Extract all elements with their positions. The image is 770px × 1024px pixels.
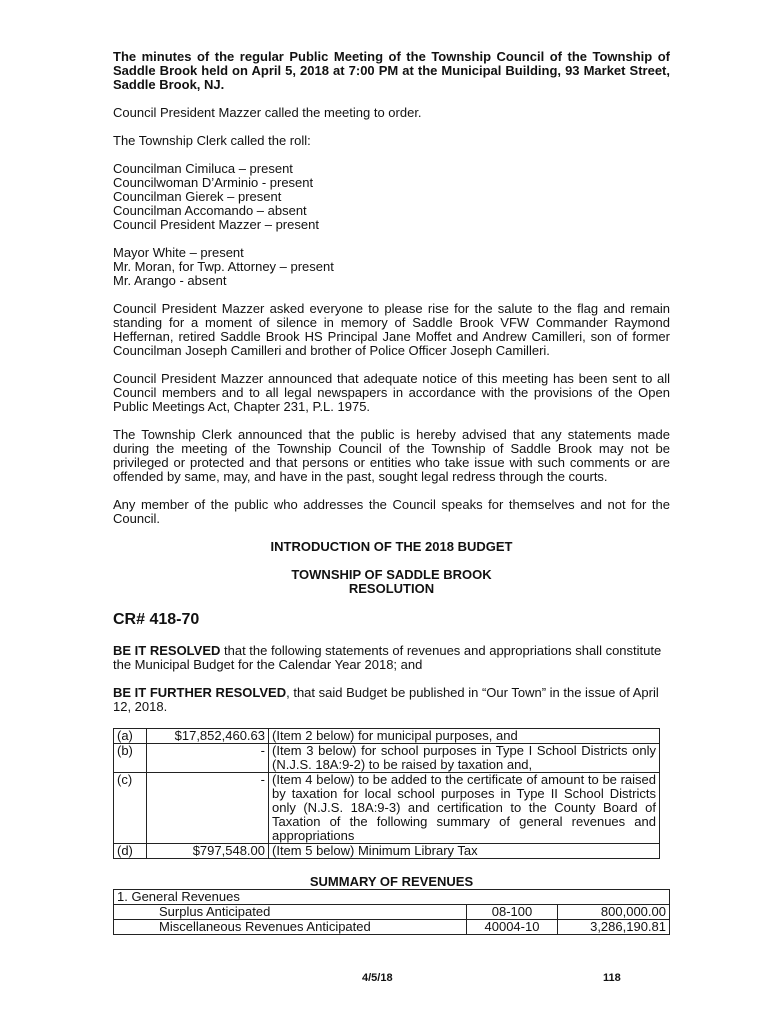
footer-date: 4/5/18 xyxy=(362,972,393,984)
township-title: TOWNSHIP OF SADDLE BROOK xyxy=(291,567,492,582)
table-row xyxy=(114,920,670,935)
revenues-table xyxy=(113,889,670,935)
roll-entry: Mr. Moran, for Twp. Attorney – present xyxy=(113,259,334,274)
item-amount: $17,852,460.63 xyxy=(147,729,269,744)
section-title: INTRODUCTION OF THE 2018 BUDGET xyxy=(270,539,513,554)
cr-number: CR# 418-70 xyxy=(113,611,200,628)
roll-entry: Mayor White – present xyxy=(113,245,244,260)
resolved-text: , that said Budget be published in “Our Town” in the issue of April 12, 2018. xyxy=(113,685,659,714)
revenue-label: Miscellaneous Revenues Anticipated xyxy=(114,920,467,935)
public-statement: Any member of the public who addresses the Council speaks for themselves and not for the Council. xyxy=(113,497,670,526)
table-row xyxy=(114,905,670,920)
item-label: (a) xyxy=(114,729,147,744)
roll-council-list xyxy=(113,162,670,232)
call-to-order: Council President Mazzer called the meeting to order. xyxy=(113,105,422,120)
revenue-label: Surplus Anticipated xyxy=(114,905,467,920)
table-row xyxy=(114,773,660,844)
table-row xyxy=(114,744,660,773)
revenue-code: 08-100 xyxy=(467,905,558,920)
roll-other-list xyxy=(113,246,670,288)
item-amount: $797,548.00 xyxy=(147,844,269,859)
item-label: (c) xyxy=(114,773,147,844)
table-row xyxy=(114,729,660,744)
item-amount: - xyxy=(147,773,269,844)
item-text: (Item 2 below) for municipal purposes, and xyxy=(269,729,660,744)
resolved-paragraph-1 xyxy=(113,644,670,672)
revenue-code: 40004-10 xyxy=(467,920,558,935)
item-label: (d) xyxy=(114,844,147,859)
minutes-page xyxy=(113,50,670,935)
minutes-heading: The minutes of the regular Public Meeting of the Township Council of the Township of Saddle Brook held on April 5, 2018 at 7:00 PM at the Municipal Building, 93 Market Street, Saddle Brook, NJ. xyxy=(113,49,670,92)
budget-items-table xyxy=(113,728,660,859)
roll-entry: Councilwoman D’Arminio - present xyxy=(113,175,314,190)
roll-entry: Councilman Gierek – present xyxy=(113,189,282,204)
revenue-amount: 800,000.00 xyxy=(558,905,670,920)
roll-entry: Councilman Cimiluca – present xyxy=(113,161,293,176)
revenue-amount: 3,286,190.81 xyxy=(558,920,670,935)
resolution-title: RESOLUTION xyxy=(348,581,435,596)
table-row xyxy=(114,890,670,905)
table-row xyxy=(114,844,660,859)
resolved-lead: BE IT RESOLVED xyxy=(113,643,221,658)
clerk-statement: The Township Clerk announced that the public is hereby advised that any statements made during the meeting of the Township Council of the Township of Saddle Brook may not be privileged or protected and that persons or entities who take issue with such comments or are offended by same, may, and have in the past, sought legal redress through the courts. xyxy=(113,427,670,484)
item-text: (Item 4 below) to be added to the certificate of amount to be raised by taxation for local school purposes in Type II School Districts only (N.J.S. 18A:9-3) and certification to the County Board of Taxation of the following summary of general revenues and appropriations xyxy=(269,773,660,844)
revenues-header: 1. General Revenues xyxy=(114,890,670,905)
roll-entry: Councilman Accomando – absent xyxy=(113,203,307,218)
roll-entry: Mr. Arango - absent xyxy=(113,273,227,288)
resolved-lead: BE IT FURTHER RESOLVED xyxy=(113,685,287,700)
resolved-text: that the following statements of revenues and appropriations shall constitute the Municipal Budget for the Calendar Year 2018; and xyxy=(113,643,662,672)
summary-title: SUMMARY OF REVENUES xyxy=(309,874,474,889)
salute-paragraph: Council President Mazzer asked everyone to please rise for the salute to the flag and remain standing for a moment of silence in memory of Saddle Brook VFW Commander Raymond Heffernan, retired Saddle Brook HS Principal Jane Moffet and Andrew Camilleri, son of former Councilman Joseph Camilleri and brother of Police Officer Joseph Camilleri. xyxy=(113,301,670,358)
roll-entry: Council President Mazzer – present xyxy=(113,217,319,232)
item-text: (Item 3 below) for school purposes in Type I School Districts only (N.J.S. 18A:9-2) to be raised by taxation and, xyxy=(269,744,660,773)
item-text: (Item 5 below) Minimum Library Tax xyxy=(269,844,660,859)
item-amount: - xyxy=(147,744,269,773)
item-label: (b) xyxy=(114,744,147,773)
roll-intro: The Township Clerk called the roll: xyxy=(113,133,311,148)
notice-paragraph: Council President Mazzer announced that adequate notice of this meeting has been sent to all Council members and to all legal newspapers in accordance with the provisions of the Open Public Meetings Act, Chapter 231, P.L. 1975. xyxy=(113,371,670,414)
page-number: 118 xyxy=(603,972,621,984)
resolved-paragraph-2 xyxy=(113,686,670,714)
